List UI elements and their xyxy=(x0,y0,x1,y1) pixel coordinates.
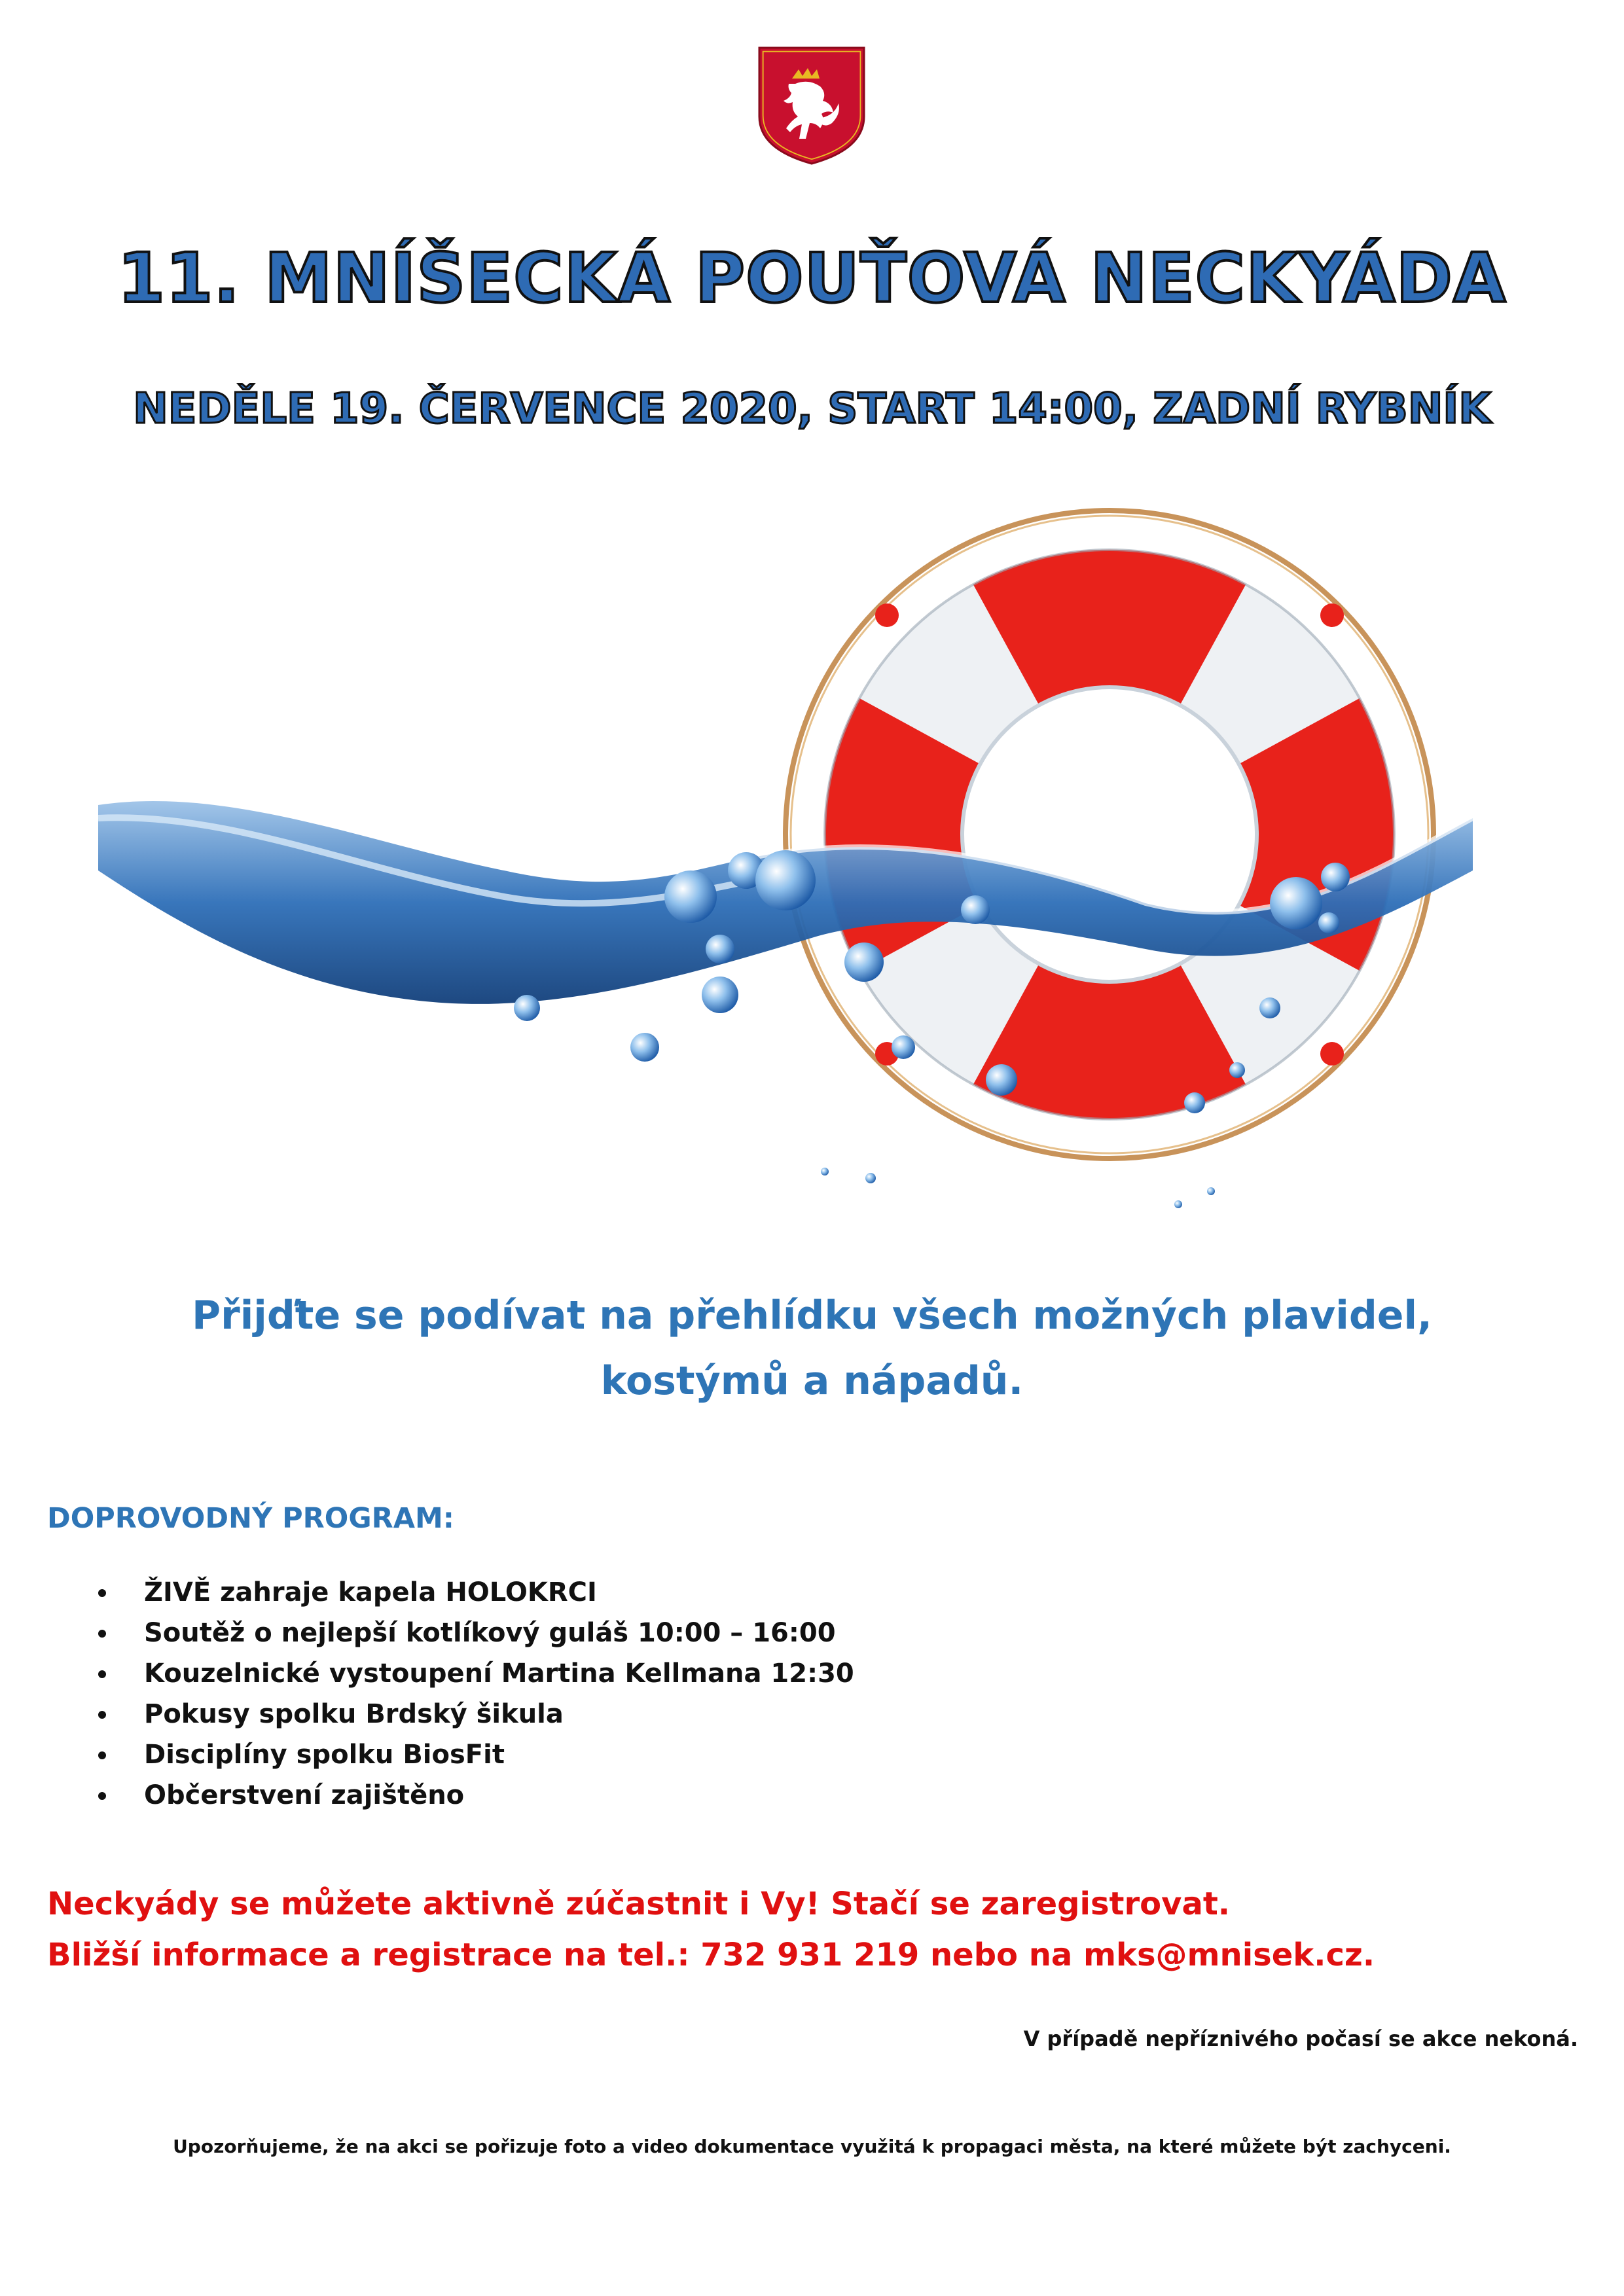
weather-note: V případě nepříznivého počasí se akce nekoná. xyxy=(1023,2026,1578,2051)
list-item: Disciplíny spolku BiosFit xyxy=(47,1734,854,1775)
page-title: 11. MNÍŠECKÁ POUŤOVÁ NECKYÁDA xyxy=(117,238,1507,318)
list-item: ŽIVĚ zahraje kapela HOLOKRCI xyxy=(47,1572,854,1613)
list-item: Pokusy spolku Brdský šikula xyxy=(47,1694,854,1734)
list-item: Občerstvení zajištěno xyxy=(47,1775,854,1816)
list-item: Kouzelnické vystoupení Martina Kellmana 12:30 xyxy=(47,1653,854,1694)
invitation-line-2: kostýmů a nápadů. xyxy=(600,1358,1024,1404)
program-list xyxy=(47,1572,854,1816)
lifebuoy-on-water-icon xyxy=(98,504,1473,1244)
coat-of-arms-icon xyxy=(756,45,867,166)
program-heading: DOPROVODNÝ PROGRAM: xyxy=(47,1502,454,1535)
cta-line-2: Bližší informace a registrace na tel.: 732 931 219 nebo na mks@mnisek.cz. xyxy=(47,1937,1375,1973)
list-item: Soutěž o nejlepší kotlíkový guláš 10:00 – 16:00 xyxy=(47,1613,854,1653)
invitation-line-1: Přijďte se podívat na přehlídku všech možných plavidel, xyxy=(192,1293,1432,1338)
event-date-location: NEDĚLE 19. ČERVENCE 2020, START 14:00, ZADNÍ RYBNÍK xyxy=(133,385,1491,433)
registration-call-to-action xyxy=(47,1878,1375,1981)
cta-line-1: Neckyády se můžete aktivně zúčastnit i Vy! Stačí se zaregistrovat. xyxy=(47,1886,1231,1922)
invitation-text xyxy=(0,1283,1624,1414)
footer-notice: Upozorňujeme, že na akci se pořizuje foto a video dokumentace využitá k propagaci města, na které můžete být zachyceni. xyxy=(173,2136,1451,2157)
